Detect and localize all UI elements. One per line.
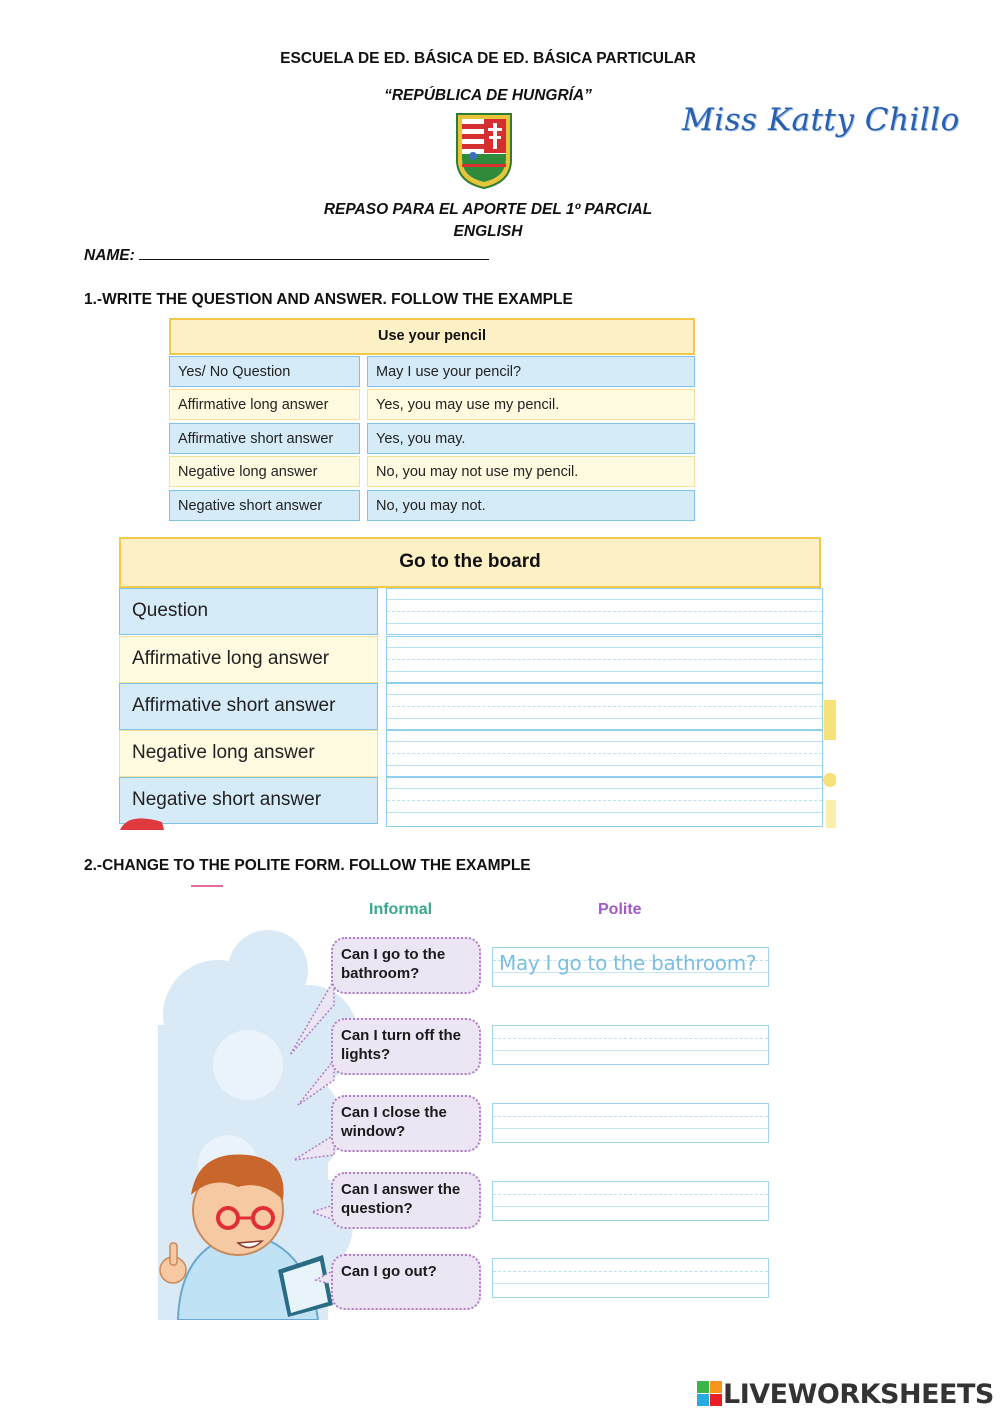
yellow-edge-decoration-icon	[822, 700, 836, 828]
example-table-header: Use your pencil	[169, 318, 695, 355]
example-row-value: Yes, you may use my pencil.	[367, 389, 695, 420]
school-crest-icon	[455, 112, 513, 190]
example-row-value: No, you may not.	[367, 490, 695, 521]
exercise-row-label: Question	[119, 588, 378, 635]
school-subtitle: “REPÚBLICA DE HUNGRÍA”	[384, 87, 592, 104]
informal-bubble: Can I go to the bathroom?	[331, 937, 481, 994]
review-title: REPASO PARA EL APORTE DEL 1º PARCIAL	[323, 201, 653, 218]
exercise-row-label: Negative short answer	[119, 777, 378, 824]
exercise-row-label: Negative long answer	[119, 730, 378, 777]
live-badge-icon	[697, 1381, 723, 1407]
column-header-polite: Polite	[598, 901, 642, 918]
polite-answer-field[interactable]	[492, 1258, 769, 1298]
answer-field-affirmative-long[interactable]	[386, 636, 823, 683]
exercise-row-label: Affirmative long answer	[119, 636, 378, 683]
informal-bubble: Can I answer the question?	[331, 1172, 481, 1229]
polite-example-box	[492, 947, 769, 987]
answer-field-affirmative-short[interactable]	[386, 683, 823, 730]
section1-title: 1.-WRITE THE QUESTION AND ANSWER. FOLLOW THE EXAMPLE	[84, 291, 573, 308]
example-row-label: Affirmative long answer	[169, 389, 360, 420]
informal-bubble: Can I turn off the lights?	[331, 1018, 481, 1075]
example-row-label: Negative short answer	[169, 490, 360, 521]
polite-answer-field[interactable]	[492, 1103, 769, 1143]
polite-answer-field[interactable]	[492, 1025, 769, 1065]
liveworksheets-logo	[697, 1376, 994, 1412]
polite-example-text: May I go to the bathroom?	[499, 951, 757, 975]
example-row-label: Yes/ No Question	[169, 356, 360, 387]
column-header-informal: Informal	[369, 901, 433, 918]
informal-bubble: Can I close the window?	[331, 1095, 481, 1152]
example-row-label: Affirmative short answer	[169, 423, 360, 454]
example-row-label: Negative long answer	[169, 456, 360, 487]
red-shape-decoration-icon	[118, 810, 166, 830]
footer-brand: LIVEWORKSHEETS	[723, 1378, 994, 1410]
polite-answer-field[interactable]	[492, 1181, 769, 1221]
exercise-table-header: Go to the board	[119, 537, 821, 588]
exercise-row-label: Affirmative short answer	[119, 683, 378, 730]
example-row-value: Yes, you may.	[367, 423, 695, 454]
name-underline[interactable]	[139, 246, 489, 260]
subject-title: ENGLISH	[453, 223, 523, 240]
informal-bubble: Can I go out?	[331, 1254, 481, 1310]
name-label: NAME:	[84, 247, 135, 264]
pink-divider	[191, 885, 223, 887]
answer-field-negative-short[interactable]	[386, 777, 823, 827]
teacher-signature: Miss Katty Chillo	[682, 102, 960, 138]
answer-field-negative-long[interactable]	[386, 730, 823, 777]
section2-title: 2.-CHANGE TO THE POLITE FORM. FOLLOW THE EXAMPLE	[84, 857, 531, 874]
school-name: ESCUELA DE ED. BÁSICA DE ED. BÁSICA PARTICULAR	[280, 50, 696, 67]
name-field[interactable]	[84, 246, 489, 265]
example-row-value: No, you may not use my pencil.	[367, 456, 695, 487]
example-row-value: May I use your pencil?	[367, 356, 695, 387]
answer-field-question[interactable]	[386, 588, 823, 635]
